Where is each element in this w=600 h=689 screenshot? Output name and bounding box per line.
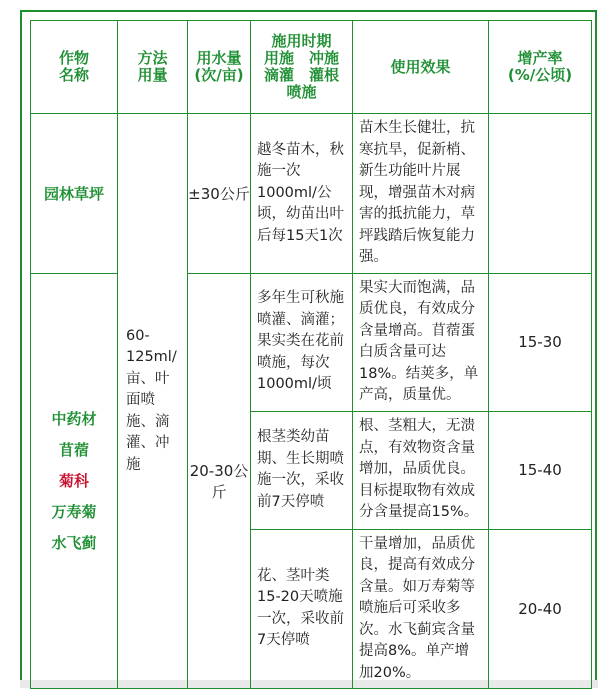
header-effect: 使用效果 bbox=[353, 21, 489, 114]
period-cell: 越冬苗木，秋施一次1000ml/公顷，幼苗出叶后每15天1次 bbox=[251, 114, 353, 274]
effect-cell: 干量增加，品质优良，提高有效成分含量。如万寿菊等喷施后可采收多次。水飞蓟宾含量提高8%。单产增加20%。 bbox=[353, 529, 489, 689]
effect-cell: 根、茎粗大，无溃点，有效物资含量增加，品质优良。目标提取物有效成分含量提高15%。 bbox=[353, 411, 489, 529]
period-cell: 花、茎叶类15-20天喷施一次，采收前7天停喷 bbox=[251, 529, 353, 689]
crop-name: 万寿菊 bbox=[51, 503, 97, 522]
crop-name: 苜蓿 bbox=[58, 441, 89, 460]
yield-cell bbox=[489, 114, 592, 274]
yield-cell: 15-40 bbox=[489, 411, 592, 529]
period-cell: 根茎类幼苗期、生长期喷施一次，采收前7天停喷 bbox=[251, 411, 353, 529]
header-water: 用水量 (次/亩) bbox=[188, 21, 251, 114]
yield-cell: 15-30 bbox=[489, 273, 592, 411]
table-row bbox=[31, 114, 592, 274]
table-row bbox=[31, 273, 592, 411]
product-usage-table bbox=[30, 20, 592, 689]
effect-cell: 果实大而饱满，品质优良，有效成分含量增高。苜蓿蛋白质含量可达18%。结荚多，单产高，质量优。 bbox=[353, 273, 489, 411]
water-cell: ±30公斤 bbox=[188, 114, 251, 274]
effect-cell: 苗木生长健壮，抗寒抗旱，促新梢、新生功能叶片展现，增强苗木对病害的抵抗能力，草坪践踏后恢复能力强。 bbox=[353, 114, 489, 274]
header-method: 方法 用量 bbox=[118, 21, 188, 114]
crop-name-cell: 园林草坪 bbox=[31, 114, 118, 274]
period-cell: 多年生可秋施喷灌、滴灌；果实类在花前喷施，每次1000ml/顷 bbox=[251, 273, 353, 411]
header-period: 施用时期 用施 冲施 滴灌 灌根 喷施 bbox=[251, 21, 353, 114]
crop-list-cell bbox=[31, 273, 118, 689]
water-cell: 20-30公斤 bbox=[188, 273, 251, 689]
header-row bbox=[31, 21, 592, 114]
yield-cell: 20-40 bbox=[489, 529, 592, 689]
crop-name: 水飞蓟 bbox=[51, 534, 97, 553]
header-yield: 增产率 (%/公顷) bbox=[489, 21, 592, 114]
crop-name: 菊科 bbox=[58, 472, 89, 491]
crop-name: 中药材 bbox=[51, 410, 97, 429]
header-crop: 作物 名称 bbox=[31, 21, 118, 114]
method-cell: 60-125ml/亩、叶面喷施、滴灌、冲施 bbox=[118, 114, 188, 689]
